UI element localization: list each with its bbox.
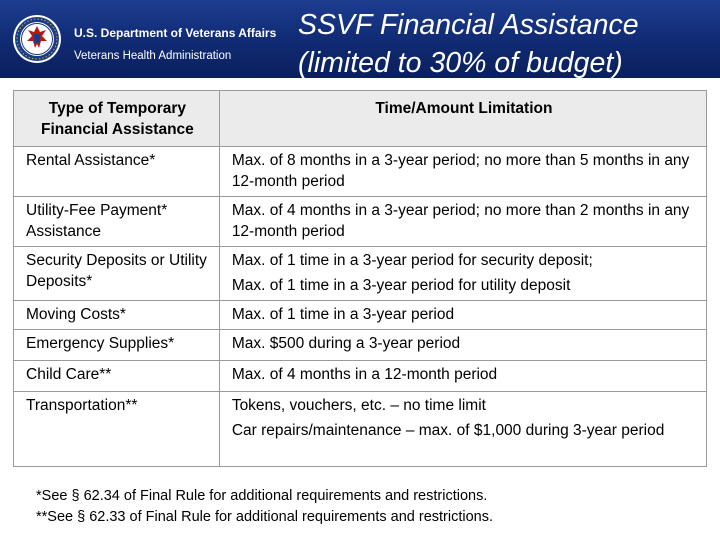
department-name: U.S. Department of Veterans Affairs [74, 26, 277, 40]
title-line-1: SSVF Financial Assistance [298, 9, 639, 41]
limitation-text: Max. of 4 months in a 3-year period; no more than 2 months in any 12-month period [231, 202, 690, 240]
header-banner [0, 0, 720, 78]
limitation-text: Max. of 1 time in a 3-year period for utility deposit [231, 277, 571, 294]
table-row [14, 247, 707, 301]
assistance-type-cell: Security Deposits or Utility Deposits* [14, 247, 220, 301]
assistance-type-cell: Emergency Supplies* [14, 330, 220, 361]
table-row [14, 147, 707, 197]
limitation-text: Max. $500 during a 3-year period [231, 335, 461, 352]
limitation-text: Car repairs/maintenance – max. of $1,000 during 3-year period [231, 422, 665, 439]
footnotes [36, 486, 493, 528]
limitation-cell [219, 361, 706, 392]
limitation-cell [219, 392, 706, 467]
table-row [14, 197, 707, 247]
limitation-text: Tokens, vouchers, etc. – no time limit [231, 397, 486, 414]
footnote: *See § 62.34 of Final Rule for additional requirements and restrictions. [36, 488, 488, 504]
limitation-cell [219, 247, 706, 301]
limitation-cell [219, 330, 706, 361]
assistance-type-cell: Child Care** [14, 361, 220, 392]
table-header-row [14, 91, 707, 147]
limitation-cell [219, 147, 706, 197]
limitation-text: Max. of 1 time in a 3-year period for security deposit; [231, 252, 593, 269]
administration-name: Veterans Health Administration [74, 50, 232, 62]
table-row [14, 330, 707, 361]
table-row [14, 392, 707, 467]
assistance-type-cell: Utility-Fee Payment* Assistance [14, 197, 220, 247]
assistance-table [13, 90, 707, 466]
table-row [14, 361, 707, 392]
limitation-text: Max. of 8 months in a 3-year period; no more than 5 months in any 12-month period [231, 152, 690, 190]
va-seal-icon [12, 14, 62, 64]
slide-title [298, 6, 718, 82]
footnote: **See § 62.33 of Final Rule for additional requirements and restrictions. [36, 509, 494, 525]
limitation-cell [219, 197, 706, 247]
title-line-2: (limited to 30% of budget) [298, 47, 623, 79]
limitation-text: Max. of 4 months in a 12-month period [231, 366, 498, 383]
table-row [14, 301, 707, 330]
assistance-type-cell: Moving Costs* [14, 301, 220, 330]
limitation-cell [219, 301, 706, 330]
header-limitation: Time/Amount Limitation [219, 91, 706, 147]
header-type: Type of Temporary Financial Assistance [14, 91, 220, 147]
assistance-type-cell: Rental Assistance* [14, 147, 220, 197]
assistance-type-cell: Transportation** [14, 392, 220, 467]
limitation-text: Max. of 1 time in a 3-year period [231, 306, 455, 323]
